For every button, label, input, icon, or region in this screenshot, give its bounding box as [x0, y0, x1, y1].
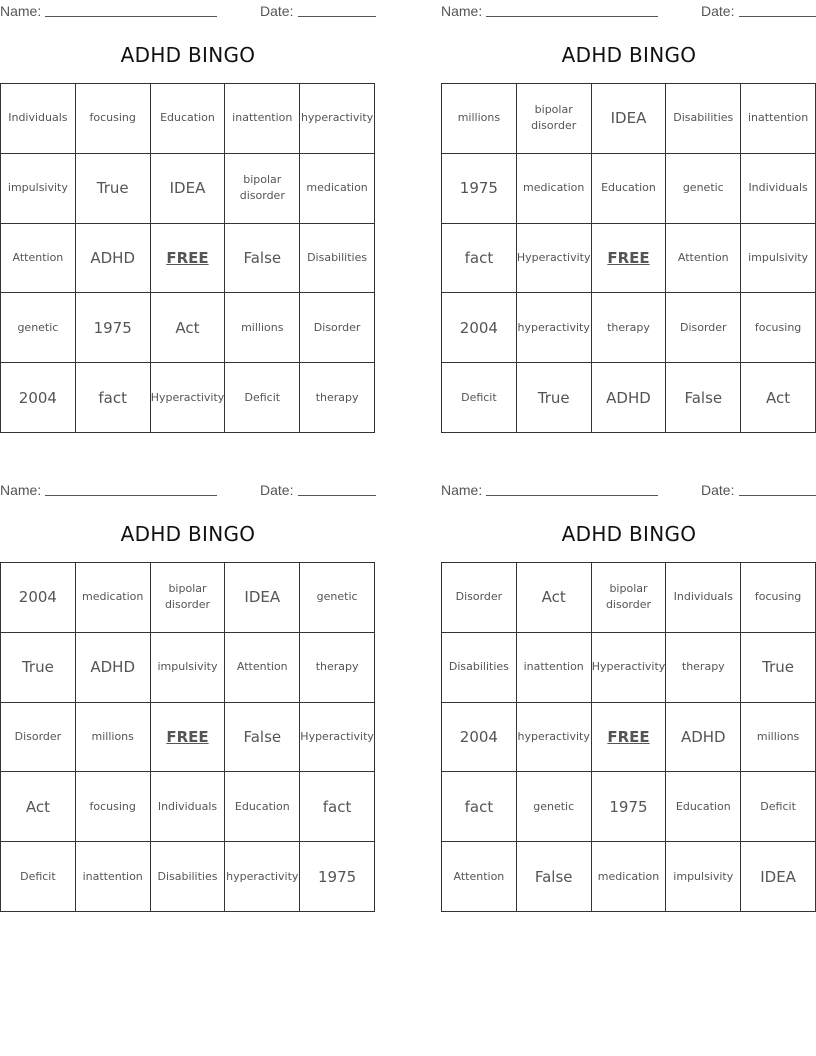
bingo-card	[441, 0, 816, 434]
bingo-cell[interactable]: True	[1, 633, 76, 703]
bingo-cell[interactable]: Attention	[442, 842, 517, 912]
free-space-cell[interactable]: FREE	[151, 703, 226, 773]
bingo-cell[interactable]: 1975	[592, 772, 667, 842]
bingo-cell[interactable]: therapy	[592, 293, 667, 363]
bingo-cell[interactable]: Disabilities	[300, 224, 375, 294]
date-blank-line[interactable]	[298, 495, 376, 496]
name-date-header	[441, 1, 816, 21]
bingo-cell[interactable]: ADHD	[592, 363, 667, 433]
bingo-cell[interactable]: Disorder	[442, 563, 517, 633]
bingo-cell[interactable]: medication	[592, 842, 667, 912]
bingo-cell[interactable]: millions	[442, 84, 517, 154]
bingo-cell[interactable]: 1975	[442, 154, 517, 224]
date-label: Date:	[260, 3, 294, 19]
bingo-cell[interactable]: 2004	[442, 703, 517, 773]
bingo-cell[interactable]: Education	[225, 772, 300, 842]
bingo-cell[interactable]: Disorder	[1, 703, 76, 773]
bingo-cell[interactable]: Attention	[1, 224, 76, 294]
bingo-cell[interactable]: millions	[741, 703, 816, 773]
bingo-cell[interactable]: False	[225, 224, 300, 294]
name-blank-line[interactable]	[486, 16, 658, 17]
bingo-cell[interactable]: Attention	[666, 224, 741, 294]
bingo-cell[interactable]: Disabilities	[151, 842, 226, 912]
bingo-cell[interactable]: focusing	[76, 84, 151, 154]
bingo-cell[interactable]: fact	[300, 772, 375, 842]
bingo-cell[interactable]: medication	[76, 563, 151, 633]
date-blank-line[interactable]	[739, 495, 816, 496]
bingo-cell[interactable]: therapy	[666, 633, 741, 703]
bingo-cell[interactable]: impulsivity	[666, 842, 741, 912]
bingo-grid	[0, 562, 375, 912]
bingo-cell[interactable]: IDEA	[741, 842, 816, 912]
bingo-cell[interactable]: focusing	[741, 563, 816, 633]
bingo-cell[interactable]: bipolar disorder	[151, 563, 226, 633]
bingo-cell[interactable]: focusing	[76, 772, 151, 842]
bingo-cell[interactable]: Deficit	[1, 842, 76, 912]
bingo-cell[interactable]: hyperactivity	[517, 293, 592, 363]
bingo-cell[interactable]: millions	[76, 703, 151, 773]
bingo-cell[interactable]: True	[76, 154, 151, 224]
bingo-cell[interactable]: bipolar disorder	[225, 154, 300, 224]
bingo-cell[interactable]: 2004	[442, 293, 517, 363]
date-blank-line[interactable]	[298, 16, 376, 17]
bingo-cell[interactable]: Education	[666, 772, 741, 842]
bingo-cell[interactable]: 2004	[1, 563, 76, 633]
bingo-cell[interactable]: bipolar disorder	[592, 563, 667, 633]
bingo-cell[interactable]: inattention	[225, 84, 300, 154]
bingo-cell[interactable]: millions	[225, 293, 300, 363]
name-date-header	[0, 1, 376, 21]
bingo-cell[interactable]: Hyperactivity	[517, 224, 592, 294]
date-label: Date:	[260, 482, 294, 498]
bingo-cell[interactable]: Deficit	[442, 363, 517, 433]
bingo-cell[interactable]: Deficit	[225, 363, 300, 433]
name-label: Name:	[0, 3, 42, 19]
bingo-cell[interactable]: Disorder	[300, 293, 375, 363]
bingo-cell[interactable]: Deficit	[741, 772, 816, 842]
bingo-cell[interactable]: ADHD	[76, 224, 151, 294]
bingo-cell[interactable]: fact	[76, 363, 151, 433]
bingo-cell[interactable]: Individuals	[741, 154, 816, 224]
bingo-cell[interactable]: impulsivity	[1, 154, 76, 224]
bingo-cell[interactable]: impulsivity	[151, 633, 226, 703]
bingo-cell[interactable]: Individuals	[1, 84, 76, 154]
bingo-cell[interactable]: hyperactivity	[225, 842, 300, 912]
bingo-grid	[0, 83, 375, 433]
bingo-cell[interactable]: True	[517, 363, 592, 433]
bingo-cell[interactable]: IDEA	[151, 154, 226, 224]
bingo-grid	[441, 562, 816, 912]
bingo-cell[interactable]: Education	[151, 84, 226, 154]
name-blank-line[interactable]	[45, 16, 217, 17]
bingo-cell[interactable]: Individuals	[666, 563, 741, 633]
bingo-cell[interactable]: Hyperactivity	[300, 703, 375, 773]
bingo-cell[interactable]: Disorder	[666, 293, 741, 363]
free-space-cell[interactable]: FREE	[592, 703, 667, 773]
name-date-header	[441, 480, 816, 500]
bingo-cell[interactable]: False	[225, 703, 300, 773]
bingo-cell[interactable]: hyperactivity	[517, 703, 592, 773]
bingo-cell[interactable]: therapy	[300, 363, 375, 433]
bingo-cell[interactable]: fact	[442, 224, 517, 294]
bingo-cell[interactable]: genetic	[1, 293, 76, 363]
card-title: ADHD BINGO	[120, 522, 256, 546]
bingo-card	[0, 479, 376, 913]
bingo-cell[interactable]: Education	[592, 154, 667, 224]
date-blank-line[interactable]	[739, 16, 816, 17]
bingo-cell[interactable]: Attention	[225, 633, 300, 703]
name-label: Name:	[441, 482, 483, 498]
free-space-cell[interactable]: FREE	[151, 224, 226, 294]
bingo-cell[interactable]: True	[741, 633, 816, 703]
bingo-cell[interactable]: Act	[151, 293, 226, 363]
bingo-cell[interactable]: Disabilities	[442, 633, 517, 703]
bingo-cell[interactable]: medication	[517, 154, 592, 224]
bingo-cell[interactable]: Act	[741, 363, 816, 433]
bingo-cell[interactable]: 1975	[76, 293, 151, 363]
bingo-grid	[441, 83, 816, 433]
bingo-cell[interactable]: Hyperactivity	[592, 633, 667, 703]
bingo-cell[interactable]: ADHD	[76, 633, 151, 703]
free-space-cell[interactable]: FREE	[592, 224, 667, 294]
bingo-cell[interactable]: inattention	[741, 84, 816, 154]
name-label: Name:	[441, 3, 483, 19]
bingo-card	[0, 0, 376, 434]
bingo-cell[interactable]: genetic	[517, 772, 592, 842]
bingo-cell[interactable]: Hyperactivity	[151, 363, 226, 433]
name-blank-line[interactable]	[45, 495, 217, 496]
bingo-cell[interactable]: False	[517, 842, 592, 912]
bingo-cell[interactable]: ADHD	[666, 703, 741, 773]
bingo-cell[interactable]: 2004	[1, 363, 76, 433]
date-label: Date:	[701, 482, 735, 498]
date-label: Date:	[701, 3, 735, 19]
bingo-cell[interactable]: bipolar disorder	[517, 84, 592, 154]
bingo-cell[interactable]: IDEA	[592, 84, 667, 154]
bingo-cell[interactable]: Act	[1, 772, 76, 842]
bingo-card	[441, 479, 816, 913]
card-title: ADHD BINGO	[561, 522, 697, 546]
bingo-cell[interactable]: therapy	[300, 633, 375, 703]
bingo-cell[interactable]: medication	[300, 154, 375, 224]
name-label: Name:	[0, 482, 42, 498]
bingo-cell[interactable]: inattention	[517, 633, 592, 703]
bingo-cell[interactable]: impulsivity	[741, 224, 816, 294]
bingo-cell[interactable]: inattention	[76, 842, 151, 912]
bingo-cell[interactable]: False	[666, 363, 741, 433]
bingo-cell[interactable]: 1975	[300, 842, 375, 912]
bingo-cell[interactable]: IDEA	[225, 563, 300, 633]
card-title: ADHD BINGO	[120, 43, 256, 67]
bingo-cell[interactable]: fact	[442, 772, 517, 842]
name-date-header	[0, 480, 376, 500]
bingo-cell[interactable]: Disabilities	[666, 84, 741, 154]
bingo-cell[interactable]: Act	[517, 563, 592, 633]
bingo-cell[interactable]: Individuals	[151, 772, 226, 842]
bingo-cell[interactable]: hyperactivity	[300, 84, 375, 154]
card-title: ADHD BINGO	[561, 43, 697, 67]
bingo-cell[interactable]: genetic	[666, 154, 741, 224]
bingo-cell[interactable]: genetic	[300, 563, 375, 633]
bingo-cell[interactable]: focusing	[741, 293, 816, 363]
name-blank-line[interactable]	[486, 495, 658, 496]
